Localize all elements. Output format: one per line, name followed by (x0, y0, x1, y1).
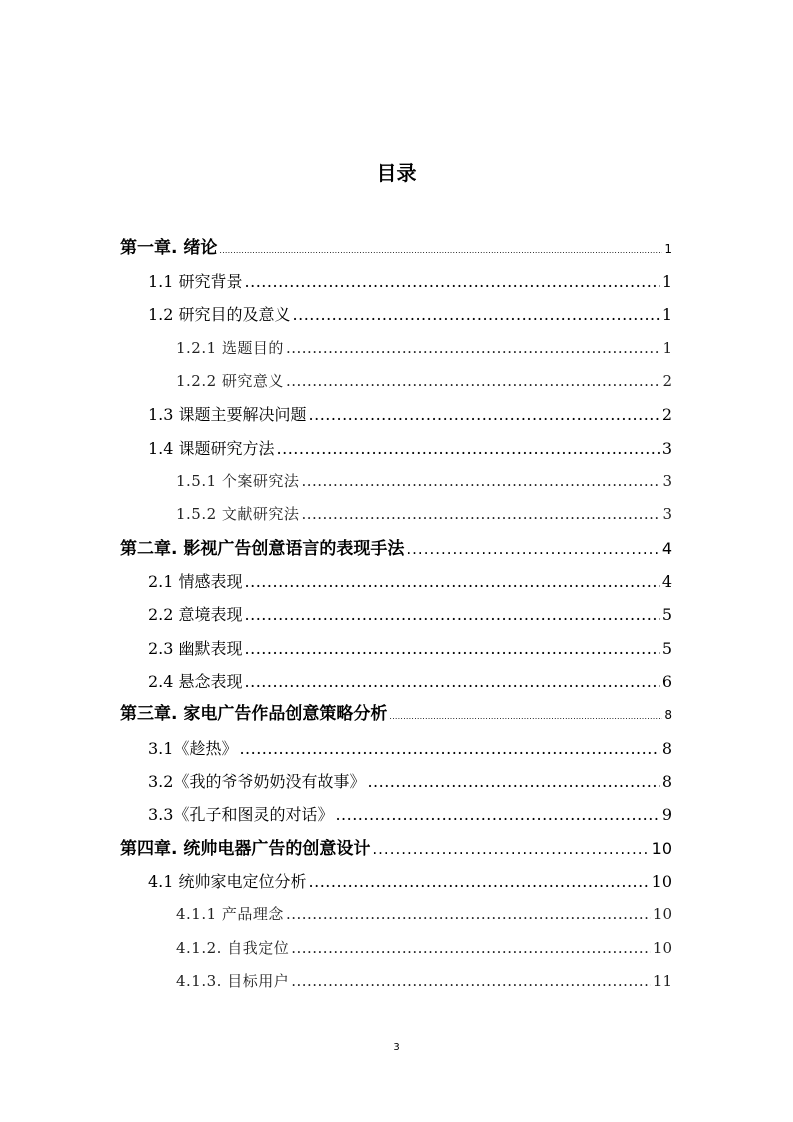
toc-entry-page: 8 (661, 739, 672, 758)
dot-leader (367, 765, 659, 798)
dot-leader (406, 533, 659, 566)
toc-entry[interactable] (148, 665, 672, 698)
toc-entry-text: 3.1《趁热》 (148, 739, 238, 758)
toc-entry[interactable] (148, 298, 672, 331)
toc-entry-text: 第三章. 家电广告作品创意策略分析 (120, 704, 388, 724)
toc-entry[interactable] (176, 465, 672, 498)
dot-leader (245, 565, 660, 598)
toc-entry[interactable] (120, 698, 672, 731)
toc-entry-page: 8 (661, 772, 672, 791)
toc-entry-text: 第二章. 影视广告创意语言的表现手法 (120, 539, 405, 559)
dot-leader (245, 598, 660, 631)
toc-entry[interactable] (148, 598, 672, 631)
toc-entry[interactable] (120, 832, 672, 865)
toc-entry-text: 1.5.2 文献研究法 (176, 505, 300, 523)
dot-leader (309, 865, 650, 898)
toc-entry-page: 1 (661, 272, 672, 291)
toc-entry[interactable] (176, 965, 672, 998)
toc-entry[interactable] (176, 332, 672, 365)
dot-leader (309, 398, 660, 431)
dot-leader (291, 965, 651, 998)
toc-entry[interactable] (148, 432, 672, 465)
toc-entry-text: 1.2 研究目的及意义 (148, 305, 291, 324)
dot-leader (335, 798, 659, 831)
toc-entry-page: 2 (662, 372, 672, 390)
dot-leader (389, 700, 662, 733)
toc-entry-page: 4 (661, 572, 672, 591)
toc-entry[interactable] (148, 798, 672, 831)
toc-entry-page: 3 (662, 472, 672, 490)
toc-entry[interactable] (120, 532, 672, 565)
dot-leader (245, 632, 660, 665)
toc-entry[interactable] (148, 565, 672, 598)
toc-entry-text: 4.1 统帅家电定位分析 (148, 872, 307, 891)
toc-entry-text: 2.1 情感表现 (148, 572, 243, 591)
toc-entry-text: 2.3 幽默表现 (148, 639, 243, 658)
toc-entry[interactable] (176, 498, 672, 531)
dot-leader (286, 332, 661, 365)
dot-leader (286, 365, 661, 398)
toc-entry-text: 4.1.2. 自我定位 (176, 939, 290, 957)
toc-entry-page: 1 (661, 305, 672, 324)
dot-leader (293, 298, 660, 331)
toc-entry-text: 1.2.1 选题目的 (176, 339, 284, 357)
toc-entry-page: 8 (664, 708, 672, 722)
dot-leader (239, 732, 659, 765)
toc-entry-text: 2.2 意境表现 (148, 605, 243, 624)
toc-entry[interactable] (148, 865, 672, 898)
toc-entry-text: 1.1 研究背景 (148, 272, 243, 291)
toc-entry-page: 10 (652, 905, 672, 923)
toc-entry[interactable] (148, 265, 672, 298)
toc-title: 目录 (376, 161, 417, 185)
toc-entry-page: 5 (661, 639, 672, 658)
dot-leader (245, 665, 660, 698)
toc-entry-page: 10 (651, 872, 672, 891)
toc-entry[interactable] (176, 365, 672, 398)
toc-entry[interactable] (148, 765, 672, 798)
toc-entry-text: 1.2.2 研究意义 (176, 372, 284, 390)
toc-entry[interactable] (148, 632, 672, 665)
dot-leader (277, 432, 660, 465)
dot-leader (301, 465, 660, 498)
toc-entry-text: 2.4 悬念表现 (148, 672, 243, 691)
toc-entry-page: 11 (652, 972, 672, 990)
toc-entry-text: 第一章. 绪论 (120, 238, 218, 258)
toc-entry-text: 1.5.1 个案研究法 (176, 472, 300, 490)
toc-entry-text: 3.3《孔子和图灵的对话》 (148, 805, 334, 824)
dot-leader (301, 498, 660, 531)
toc-entry-page: 5 (661, 605, 672, 624)
toc-entry-page: 3 (661, 439, 672, 458)
toc-entry-text: 第四章. 统帅电器广告的创意设计 (120, 839, 371, 859)
toc-entry-page: 9 (661, 805, 672, 824)
toc-entry[interactable] (176, 932, 672, 965)
toc-entry-page: 1 (662, 339, 672, 357)
toc-entry[interactable] (148, 732, 672, 765)
toc-entry[interactable] (176, 898, 672, 931)
dot-leader (245, 265, 660, 298)
toc-entry[interactable] (120, 232, 672, 265)
toc-entry-text: 3.2《我的爷爷奶奶没有故事》 (148, 772, 366, 791)
toc-entry-page: 4 (661, 539, 672, 558)
toc-entry-text: 1.3 课题主要解决问题 (148, 405, 307, 424)
toc-entry-page: 2 (661, 405, 672, 424)
toc-entry-page: 1 (664, 242, 672, 256)
toc-entry-page: 10 (651, 839, 672, 858)
toc-entry-text: 1.4 课题研究方法 (148, 439, 275, 458)
toc-entry-page: 10 (652, 939, 672, 957)
dot-leader (286, 898, 651, 931)
toc-entry-text: 4.1.1 产品理念 (176, 905, 284, 923)
dot-leader (219, 234, 662, 267)
toc-entry-text: 4.1.3. 目标用户 (176, 972, 290, 990)
toc-entry-page: 6 (661, 672, 672, 691)
dot-leader (372, 833, 649, 866)
page-number: 3 (393, 1042, 400, 1053)
dot-leader (291, 932, 651, 965)
toc-entry-page: 3 (662, 505, 672, 523)
toc-entry[interactable] (148, 398, 672, 431)
